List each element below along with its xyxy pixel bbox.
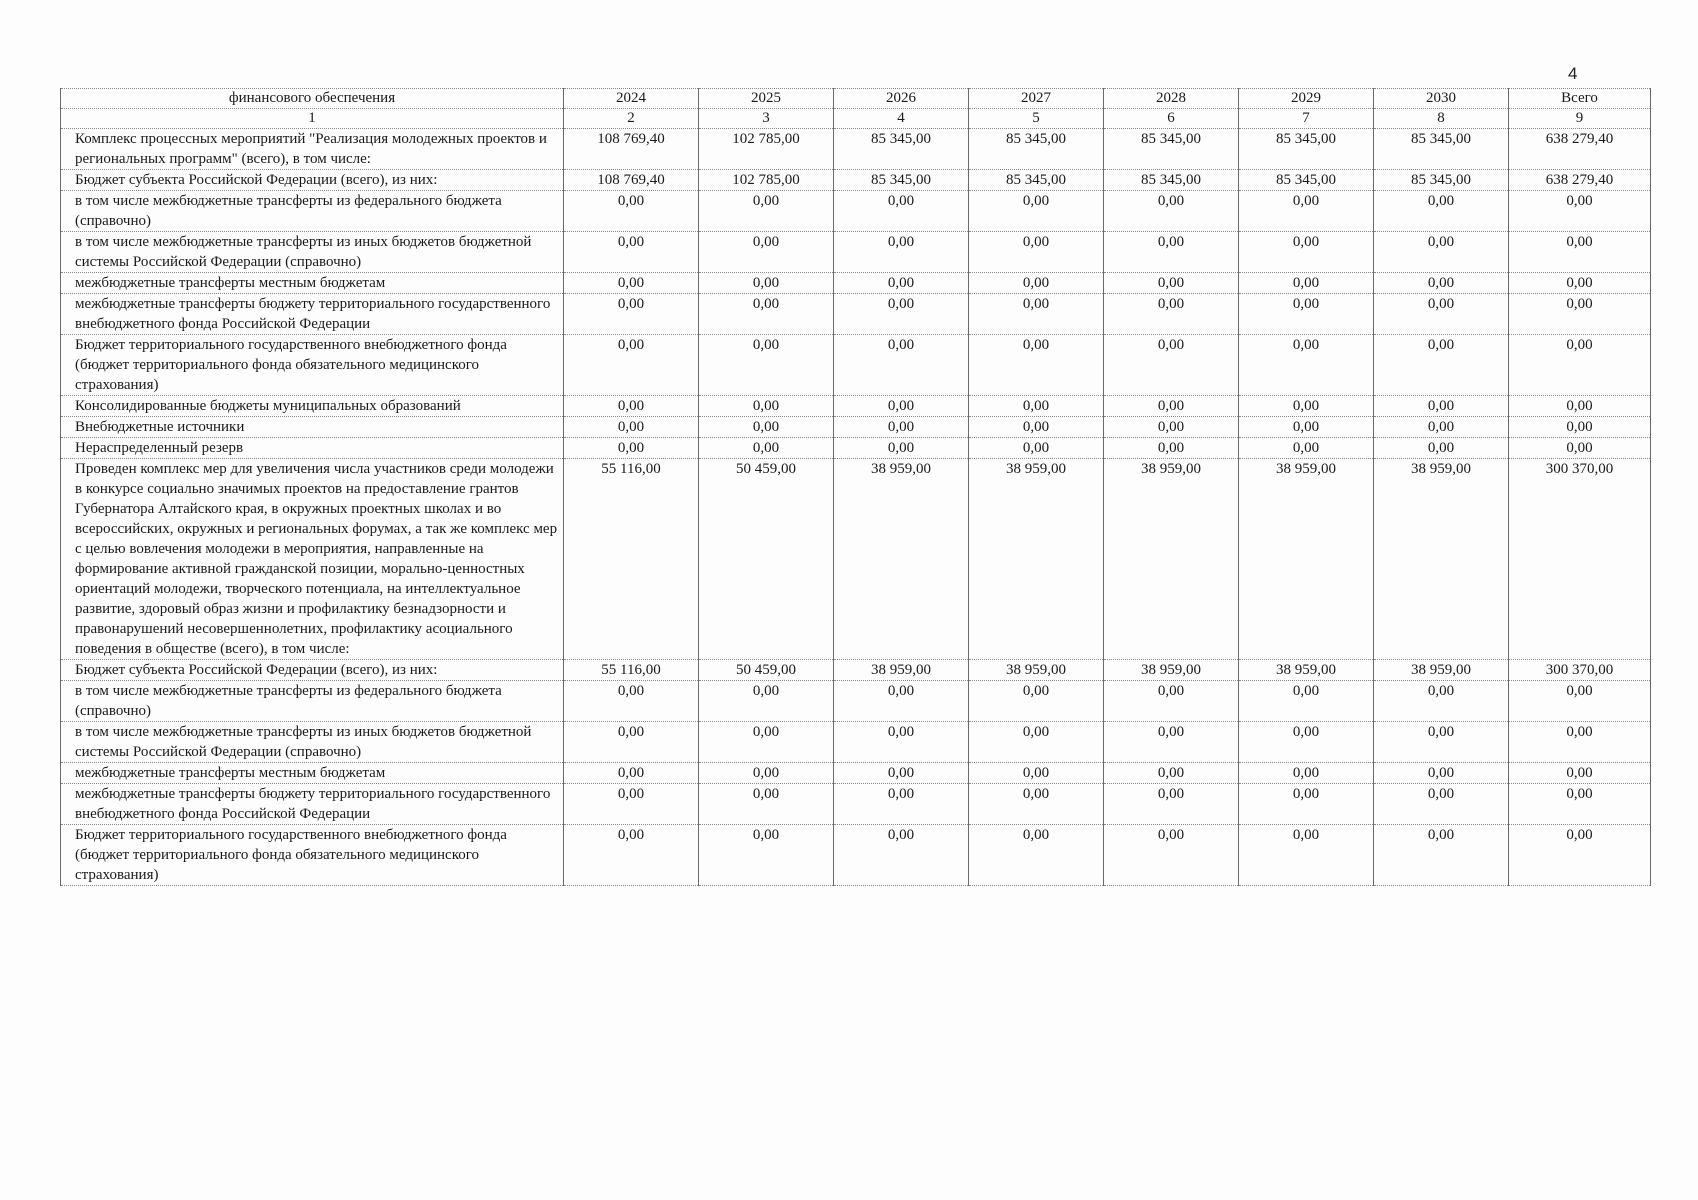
row-year-value: 0,00 [1374,335,1509,396]
table-row [61,438,1651,459]
table-row [61,459,1651,660]
row-year-value: 0,00 [1239,232,1374,273]
row-year-value: 0,00 [1374,273,1509,294]
row-year-value: 85 345,00 [969,129,1104,170]
table-row [61,825,1651,886]
row-total-value: 0,00 [1509,232,1651,273]
column-number: 8 [1374,109,1509,129]
column-number: 6 [1104,109,1239,129]
row-year-value: 0,00 [834,294,969,335]
row-label: в том числе межбюджетные трансферты из иных бюджетов бюджетной системы Российской Федерации (справочно) [61,232,564,273]
row-year-value: 38 959,00 [969,459,1104,660]
row-year-value: 0,00 [1239,681,1374,722]
row-label: Нераспределенный резерв [61,438,564,459]
table-row [61,660,1651,681]
row-year-value: 0,00 [1239,763,1374,784]
header-year: 2030 [1374,89,1509,109]
row-year-value: 85 345,00 [1104,170,1239,191]
row-year-value: 55 116,00 [564,459,699,660]
row-year-value: 0,00 [1104,191,1239,232]
row-year-value: 0,00 [1104,232,1239,273]
row-year-value: 0,00 [564,232,699,273]
row-year-value: 0,00 [969,191,1104,232]
row-label: Консолидированные бюджеты муниципальных образований [61,396,564,417]
row-year-value: 0,00 [1104,722,1239,763]
row-year-value: 0,00 [564,273,699,294]
row-year-value: 0,00 [699,763,834,784]
row-label: Внебюджетные источники [61,417,564,438]
row-year-value: 0,00 [969,438,1104,459]
row-year-value: 0,00 [1104,335,1239,396]
row-year-value: 0,00 [834,722,969,763]
row-label: межбюджетные трансферты бюджету территориального государственного внебюджетного фонда Российской Федерации [61,784,564,825]
row-year-value: 38 959,00 [1374,459,1509,660]
row-year-value: 0,00 [564,417,699,438]
row-year-value: 0,00 [1104,273,1239,294]
row-year-value: 0,00 [1239,294,1374,335]
row-year-value: 0,00 [1374,396,1509,417]
row-label: межбюджетные трансферты местным бюджетам [61,763,564,784]
row-year-value: 0,00 [969,763,1104,784]
row-year-value: 0,00 [699,191,834,232]
row-year-value: 85 345,00 [1374,129,1509,170]
row-year-value: 0,00 [969,232,1104,273]
column-number: 1 [61,109,564,129]
row-year-value: 38 959,00 [834,660,969,681]
row-year-value: 0,00 [969,681,1104,722]
table-row [61,129,1651,170]
header-year: 2025 [699,89,834,109]
row-year-value: 0,00 [1374,784,1509,825]
row-label: Бюджет субъекта Российской Федерации (всего), из них: [61,170,564,191]
row-year-value: 0,00 [1239,417,1374,438]
row-year-value: 108 769,40 [564,170,699,191]
row-year-value: 0,00 [969,273,1104,294]
row-year-value: 0,00 [834,438,969,459]
header-year: 2028 [1104,89,1239,109]
row-year-value: 0,00 [1374,438,1509,459]
row-year-value: 50 459,00 [699,459,834,660]
row-year-value: 55 116,00 [564,660,699,681]
table-row [61,273,1651,294]
row-year-value: 0,00 [1239,438,1374,459]
row-total-value: 0,00 [1509,722,1651,763]
row-year-value: 0,00 [699,335,834,396]
row-year-value: 85 345,00 [834,170,969,191]
header-year: 2024 [564,89,699,109]
row-year-value: 38 959,00 [1104,459,1239,660]
row-year-value: 0,00 [699,417,834,438]
row-total-value: 0,00 [1509,396,1651,417]
row-year-value: 0,00 [564,335,699,396]
row-year-value: 0,00 [564,722,699,763]
row-total-value: 638 279,40 [1509,170,1651,191]
row-year-value: 102 785,00 [699,170,834,191]
row-year-value: 0,00 [1239,191,1374,232]
table-row [61,335,1651,396]
row-year-value: 38 959,00 [1104,660,1239,681]
row-year-value: 0,00 [564,825,699,886]
row-label: в том числе межбюджетные трансферты из федерального бюджета (справочно) [61,191,564,232]
column-number: 9 [1509,109,1651,129]
table-row [61,681,1651,722]
row-total-value: 0,00 [1509,273,1651,294]
row-year-value: 38 959,00 [1239,459,1374,660]
row-total-value: 0,00 [1509,681,1651,722]
row-year-value: 85 345,00 [834,129,969,170]
row-total-value: 0,00 [1509,294,1651,335]
row-total-value: 0,00 [1509,335,1651,396]
row-year-value: 38 959,00 [969,660,1104,681]
row-year-value: 0,00 [834,232,969,273]
row-year-value: 0,00 [1104,763,1239,784]
row-year-value: 0,00 [969,396,1104,417]
row-year-value: 0,00 [1374,417,1509,438]
row-year-value: 0,00 [969,417,1104,438]
row-year-value: 0,00 [1239,396,1374,417]
row-year-value: 0,00 [564,438,699,459]
row-year-value: 0,00 [564,784,699,825]
row-year-value: 0,00 [1104,784,1239,825]
row-year-value: 0,00 [699,396,834,417]
row-total-value: 0,00 [1509,438,1651,459]
table-row [61,396,1651,417]
row-year-value: 0,00 [1239,784,1374,825]
table-row [61,417,1651,438]
row-year-value: 0,00 [1104,417,1239,438]
row-year-value: 0,00 [1374,191,1509,232]
column-number-row [61,109,1651,129]
row-year-value: 0,00 [834,825,969,886]
header-year: 2029 [1239,89,1374,109]
row-year-value: 0,00 [699,681,834,722]
header-source-column: финансового обеспечения [61,89,564,109]
row-year-value: 85 345,00 [1374,170,1509,191]
row-year-value: 0,00 [1374,232,1509,273]
row-total-value: 638 279,40 [1509,129,1651,170]
table-row [61,784,1651,825]
row-year-value: 0,00 [969,825,1104,886]
row-year-value: 0,00 [969,294,1104,335]
row-year-value: 0,00 [564,294,699,335]
row-label: межбюджетные трансферты бюджету территориального государственного внебюджетного фонда Российской Федерации [61,294,564,335]
row-year-value: 0,00 [969,722,1104,763]
row-year-value: 85 345,00 [969,170,1104,191]
row-year-value: 0,00 [1374,722,1509,763]
row-year-value: 0,00 [1239,722,1374,763]
row-total-value: 0,00 [1509,825,1651,886]
table-row [61,294,1651,335]
column-number: 5 [969,109,1104,129]
row-year-value: 0,00 [1374,825,1509,886]
row-year-value: 0,00 [1374,294,1509,335]
header-row [61,89,1651,109]
row-year-value: 0,00 [969,784,1104,825]
row-year-value: 38 959,00 [1239,660,1374,681]
row-year-value: 85 345,00 [1104,129,1239,170]
row-year-value: 0,00 [834,417,969,438]
row-year-value: 0,00 [699,825,834,886]
table-row [61,170,1651,191]
row-year-value: 85 345,00 [1239,170,1374,191]
row-year-value: 0,00 [564,191,699,232]
row-year-value: 0,00 [699,294,834,335]
row-year-value: 0,00 [1104,294,1239,335]
row-year-value: 0,00 [1104,681,1239,722]
row-year-value: 0,00 [1239,825,1374,886]
row-year-value: 0,00 [1104,438,1239,459]
budget-table-body [61,129,1651,886]
column-number: 4 [834,109,969,129]
row-year-value: 0,00 [1239,273,1374,294]
row-label: Бюджет субъекта Российской Федерации (всего), из них: [61,660,564,681]
row-year-value: 85 345,00 [1239,129,1374,170]
budget-table [60,88,1651,886]
row-total-value: 0,00 [1509,784,1651,825]
row-year-value: 0,00 [834,335,969,396]
row-total-value: 300 370,00 [1509,459,1651,660]
row-total-value: 0,00 [1509,191,1651,232]
table-row [61,763,1651,784]
row-label: Комплекс процессных мероприятий "Реализация молодежных проектов и региональных программ" (всего), в том числе: [61,129,564,170]
page-number: 4 [1568,64,1578,83]
table-row [61,232,1651,273]
column-number: 3 [699,109,834,129]
row-year-value: 0,00 [1104,825,1239,886]
column-number: 7 [1239,109,1374,129]
row-year-value: 0,00 [969,335,1104,396]
row-year-value: 0,00 [699,273,834,294]
header-year: 2026 [834,89,969,109]
row-label: Бюджет территориального государственного внебюджетного фонда (бюджет территориального фонда обязательного медицинского страхования) [61,335,564,396]
row-year-value: 0,00 [834,784,969,825]
row-label: в том числе межбюджетные трансферты из иных бюджетов бюджетной системы Российской Федерации (справочно) [61,722,564,763]
row-year-value: 0,00 [834,396,969,417]
row-year-value: 0,00 [699,438,834,459]
row-year-value: 0,00 [699,722,834,763]
row-year-value: 0,00 [1104,396,1239,417]
row-year-value: 0,00 [564,681,699,722]
row-label: Проведен комплекс мер для увеличения числа участников среди молодежи в конкурсе социально значимых проектов на предоставление грантов Губернатора Алтайского края, в окружных проектных школах и во всероссийских, окружных и региональных форумах, а так же комплекс мер с целью вовлечения молодежи в мероприятия, направленные на формирование активной гражданской позиции, морально-ценностных ориентаций молодежи, творческого потенциала, на интеллектуальное развитие, здоровый образ жизни и профилактику безнадзорности и правонарушений несовершеннолетних, профилактику асоциального поведения в обществе (всего), в том числе: [61,459,564,660]
row-year-value: 38 959,00 [1374,660,1509,681]
row-year-value: 0,00 [564,763,699,784]
row-year-value: 0,00 [564,396,699,417]
column-number: 2 [564,109,699,129]
header-total: Всего [1509,89,1651,109]
header-year: 2027 [969,89,1104,109]
row-year-value: 0,00 [834,681,969,722]
row-year-value: 38 959,00 [834,459,969,660]
row-label: в том числе межбюджетные трансферты из федерального бюджета (справочно) [61,681,564,722]
row-year-value: 0,00 [834,273,969,294]
row-total-value: 0,00 [1509,417,1651,438]
row-year-value: 0,00 [699,232,834,273]
row-year-value: 0,00 [834,763,969,784]
row-year-value: 108 769,40 [564,129,699,170]
row-year-value: 50 459,00 [699,660,834,681]
row-label: Бюджет территориального государственного внебюджетного фонда (бюджет территориального фонда обязательного медицинского страхования) [61,825,564,886]
table-row [61,722,1651,763]
table-row [61,191,1651,232]
row-year-value: 0,00 [1374,681,1509,722]
row-year-value: 0,00 [1374,763,1509,784]
row-year-value: 0,00 [1239,335,1374,396]
row-total-value: 300 370,00 [1509,660,1651,681]
row-total-value: 0,00 [1509,763,1651,784]
row-label: межбюджетные трансферты местным бюджетам [61,273,564,294]
row-year-value: 102 785,00 [699,129,834,170]
row-year-value: 0,00 [834,191,969,232]
row-year-value: 0,00 [699,784,834,825]
